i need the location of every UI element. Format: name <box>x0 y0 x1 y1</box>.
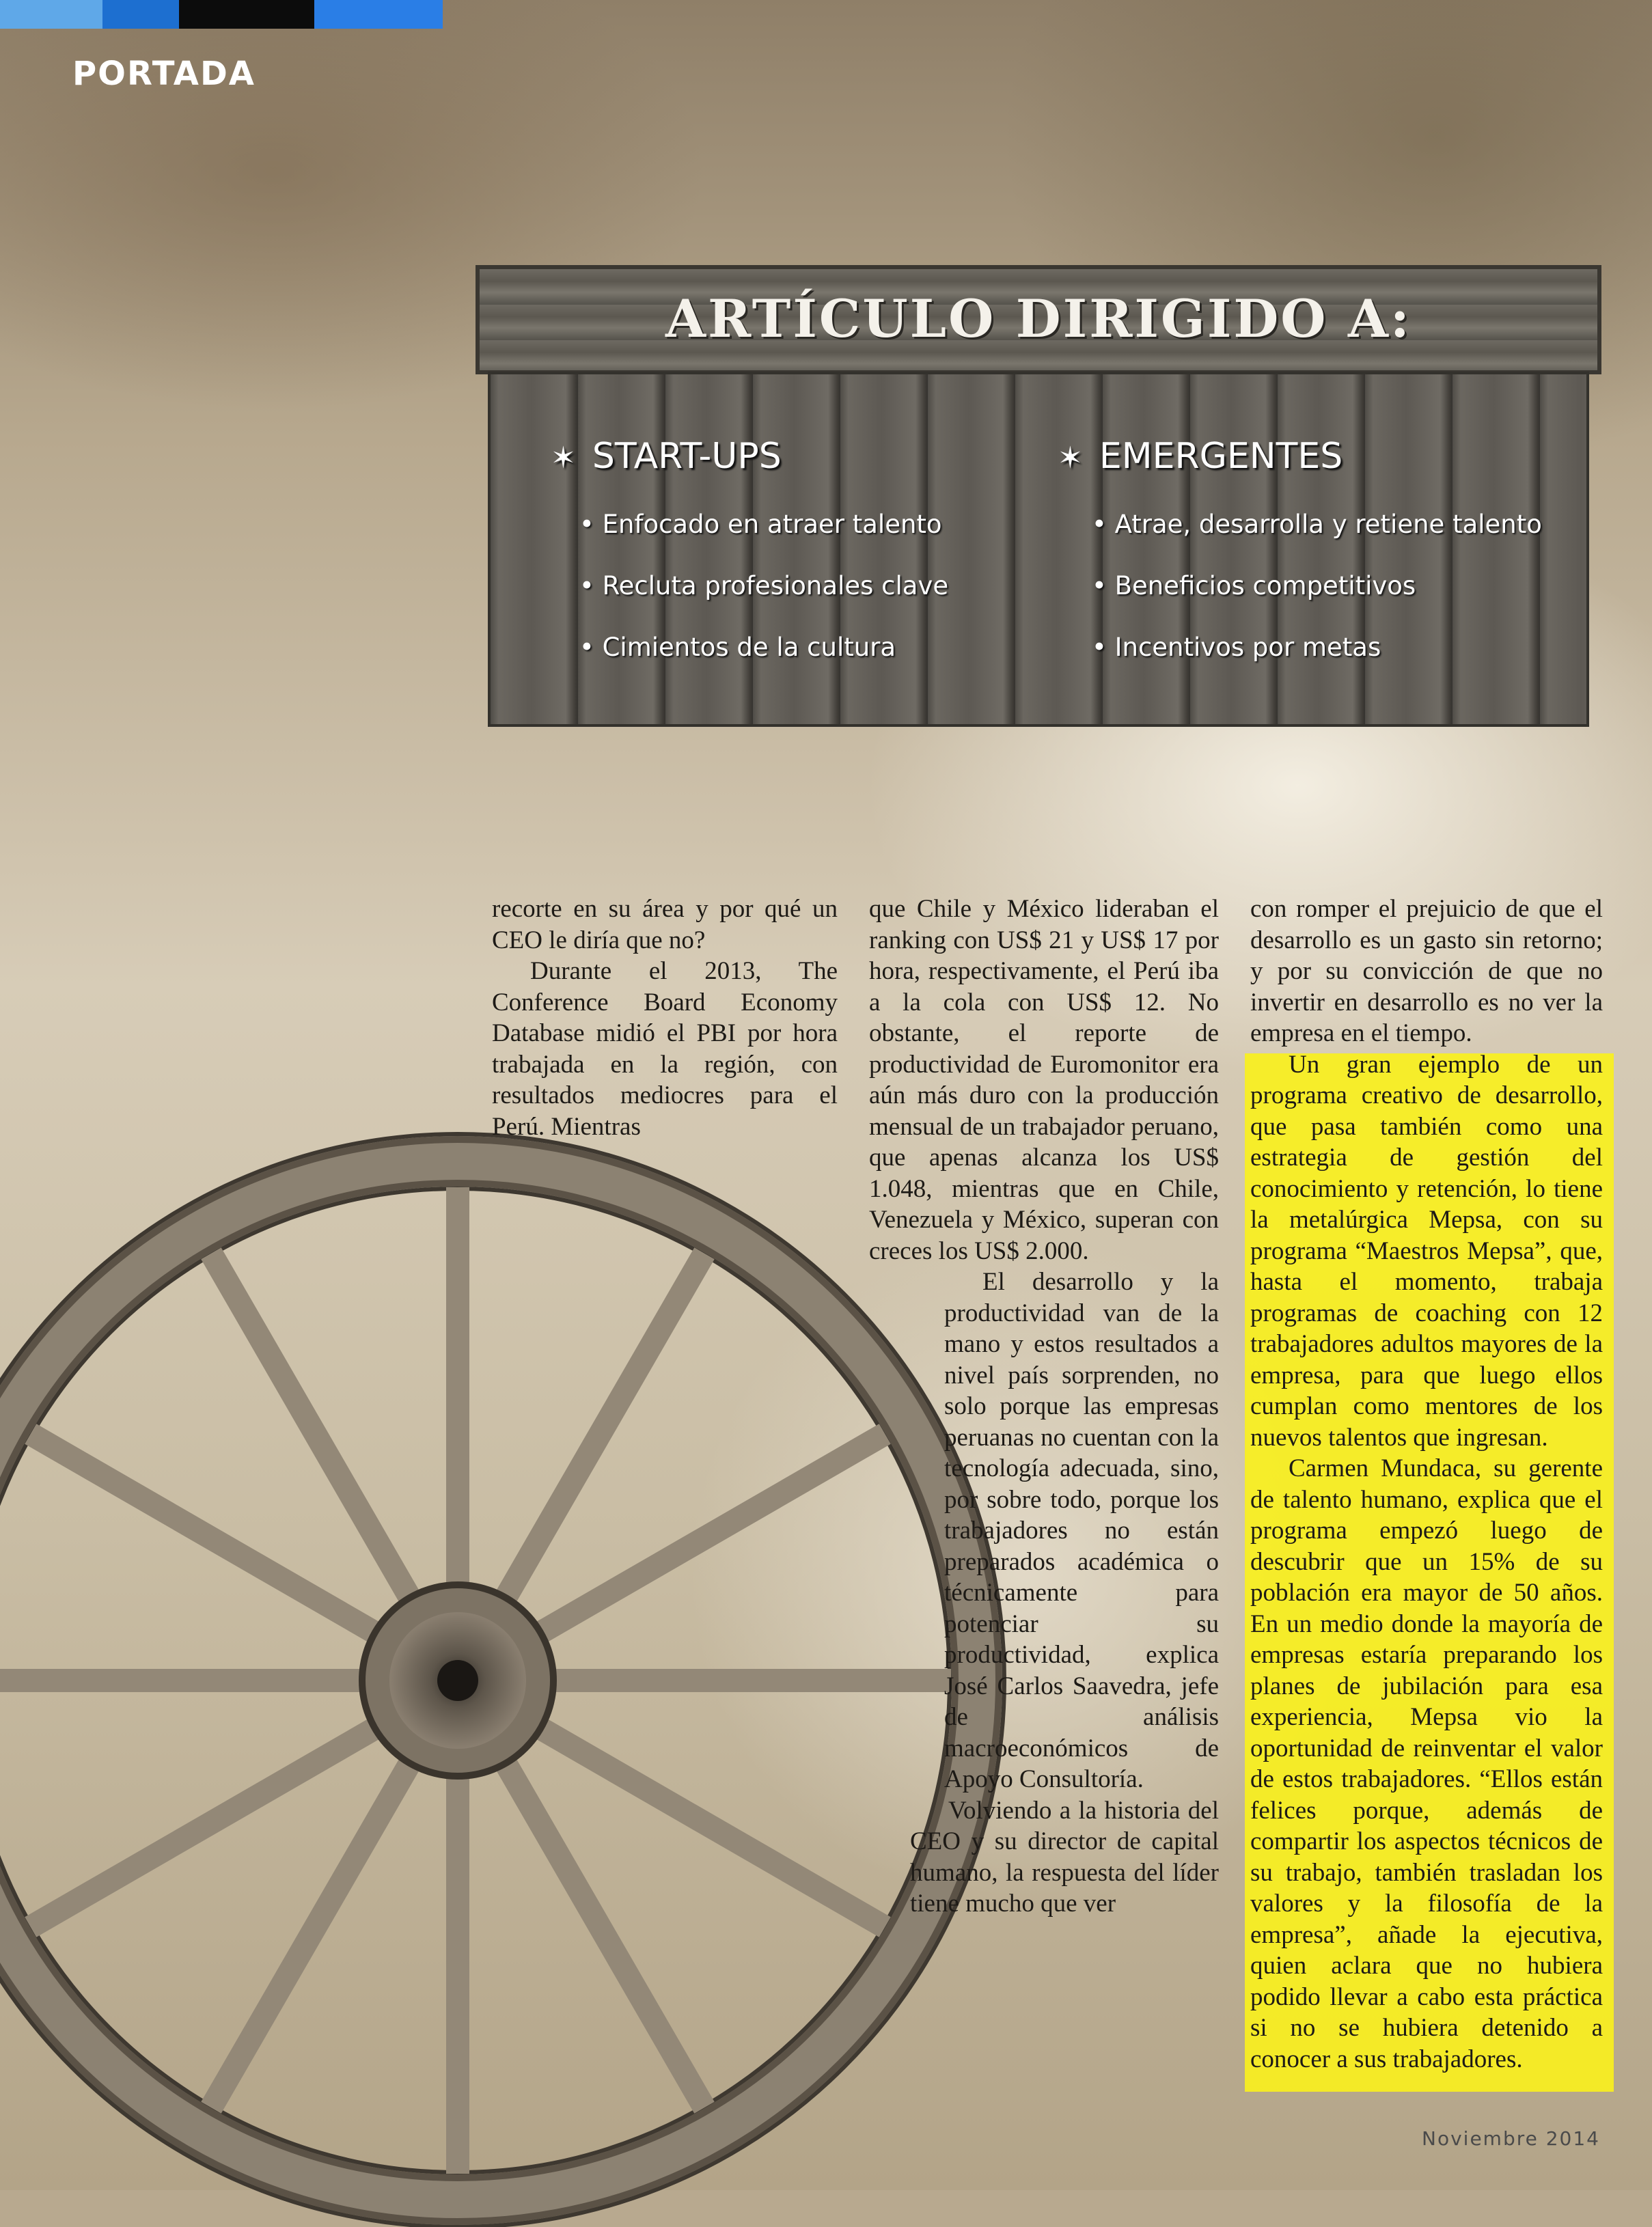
issue-date: Noviembre 2014 <box>1422 2127 1600 2150</box>
color-bar <box>102 0 179 29</box>
sign-item: • Enfocado en atraer talento <box>579 510 942 539</box>
sign-heading-startups: ✶ START-UPS <box>551 436 782 477</box>
paragraph: con romper el prejuicio de que el desarrollo es un gasto sin retorno; y por su convicción de que no invertir en desarrollo es no ver la empresa en el tiempo. <box>1250 895 1603 1047</box>
sign-item: • Cimientos de la cultura <box>579 633 896 662</box>
star-icon: ✶ <box>551 441 576 475</box>
color-bar <box>314 0 443 29</box>
paragraph: El desarrollo y la productividad van de la mano y estos resultados a nivel país sorprenden, no solo porque las empresas peruanas no cuentan con la tecnología adecuada, sino, por sobre todo, porque los trabajadores no están preparados académica o técnicamente para potenciar su productividad, explica José Carlos Saavedra, jefe de análisis macroeconómicos de Apoyo Consultoría. <box>944 1268 1219 1793</box>
paragraph: recorte en su área y por qué un CEO le diría que no? <box>492 895 838 954</box>
star-icon: ✶ <box>1058 441 1083 475</box>
sign-item: • Atrae, desarrolla y retiene talento <box>1092 510 1542 539</box>
paragraph: Un gran ejemplo de un programa creativo de desarrollo, que pasa también como una estrategia de gestión del conocimiento y retención, lo tiene la metalúrgica Mepsa, con su programa “Maestros Mepsa”, que, hasta el momento, trabaja programas de coaching con 12 trabajadores adultos mayores de la empresa, para que luego ellos cumplan como mentores de los nuevos talentos que ingresan. <box>1250 1050 1603 1452</box>
paragraph: que Chile y México lideraban el ranking con US$ 21 y US$ 17 por hora, respectivamente, el Perú iba a la cola con US$ 12. No obstante, el reporte de productividad de Euromonitor era aún más duro con la producción mensual de un trabajador peruano, que apenas alcanza los US$ 1.048, mientras que en Chile, Venezuela y México, superan con creces los US$ 2.000. <box>869 895 1219 1265</box>
paragraph: Volviendo a la historia del CEO y su director de capital humano, la respuesta del líder tiene mucho que ver <box>910 1796 1219 1918</box>
article-column-1 <box>492 894 838 1142</box>
sign-item: • Incentivos por metas <box>1092 633 1381 662</box>
wooden-sign <box>476 265 1601 730</box>
paragraph: Carmen Mundaca, su gerente de talento humano, explica que el programa empezó luego de descubrir que un 15% de su población era mayor de 50 años. En un medio donde la mayoría de empresas estaría preparando los planes de jubilación para esa experiencia, Mepsa vio la oportunidad de reinventar el valor de estos trabajadores. “Ellos están felices porque, además de compartir los aspectos técnicos de su trabajo, también trasladan los valores y la filosofía de la empresa”, añade la ejecutiva, quien aclara que no hubiera podido llevar a cabo esta práctica si no se hubiera detenido a conocer a sus trabajadores. <box>1250 1454 1603 2073</box>
paragraph: Durante el 2013, The Conference Board Economy Database midió el PBI por hora trabajada en la región, con resultados mediocres para el Perú. Mientras <box>492 957 838 1141</box>
color-bar <box>0 0 102 29</box>
sign-item: • Beneficios competitivos <box>1092 571 1416 600</box>
sign-item: • Recluta profesionales clave <box>579 571 949 600</box>
section-label: PORTADA <box>72 55 256 93</box>
article-column-2 <box>869 894 1219 1920</box>
color-bar <box>179 0 314 29</box>
sign-title: ARTÍCULO DIRIGIDO A: <box>665 288 1412 349</box>
sign-board <box>488 372 1589 727</box>
article-column-3 <box>1250 894 1603 2075</box>
sign-heading-emergentes: ✶ EMERGENTES <box>1058 436 1343 477</box>
